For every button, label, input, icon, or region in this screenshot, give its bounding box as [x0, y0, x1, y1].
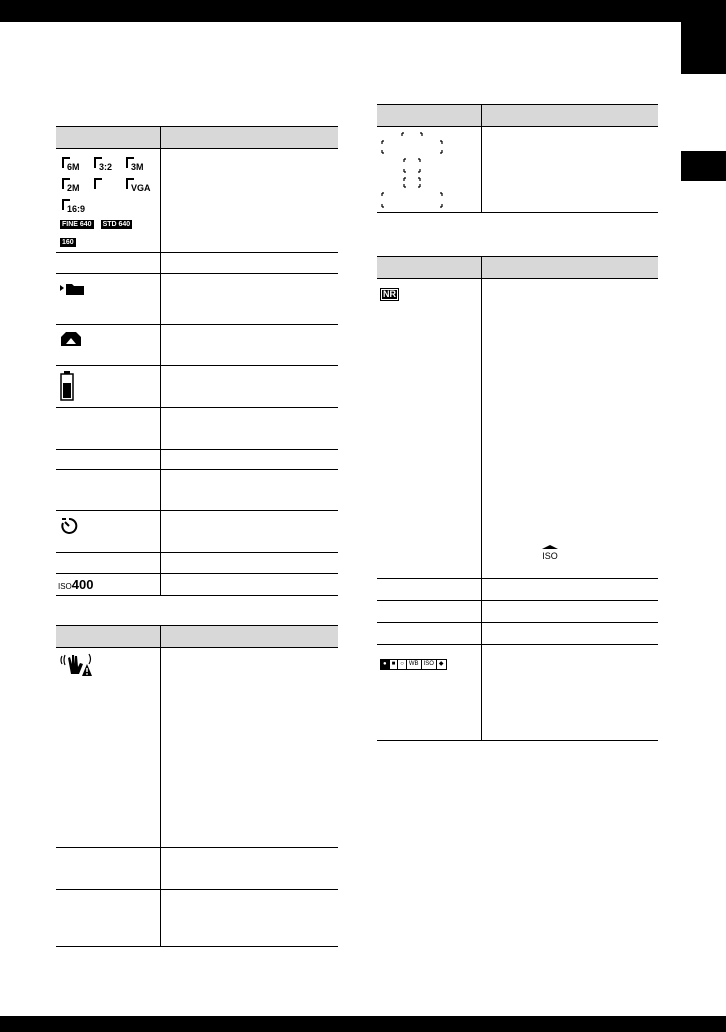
iso-indicator-icon: [539, 543, 561, 561]
description-cell: [160, 574, 338, 596]
indicator-cell: [56, 470, 160, 511]
focus-icon: ○: [398, 660, 407, 669]
table-header-cell: [481, 257, 658, 279]
display-indicator-table-4: [377, 256, 658, 741]
quality-160-icon: 160: [62, 239, 74, 247]
metering-icon: ◆: [438, 661, 444, 667]
display-indicator-table-3: [377, 104, 658, 213]
display-indicator-table-1: [56, 126, 338, 596]
indicator-cell: [377, 127, 481, 213]
description-cell: [481, 579, 658, 601]
af-range-finder-frame-icon: [381, 131, 447, 211]
description-cell: [160, 470, 338, 511]
image-size-3m-icon: 3M: [124, 157, 148, 171]
table-header-cell: [377, 257, 481, 279]
indicator-cell: [56, 574, 160, 596]
description-cell: [481, 623, 658, 645]
indicator-cell: [56, 274, 160, 325]
bottom-bar: [0, 1016, 726, 1032]
description-cell: [481, 279, 658, 579]
recording-folder-icon: [60, 282, 86, 296]
top-bar: [0, 0, 726, 22]
indicator-cell: [56, 553, 160, 574]
quality-standard-icon: STD 640: [102, 221, 131, 229]
iso-menu-icon: ISO: [422, 660, 437, 669]
description-cell: [481, 645, 658, 741]
white-balance-icon: WB: [407, 660, 422, 669]
display-indicator-table-2: [56, 625, 338, 947]
table-header-cell: [160, 626, 338, 648]
image-size-2m-icon: 2M: [60, 178, 84, 192]
indicator-cell: [56, 648, 160, 848]
indicator-cell: [56, 253, 160, 274]
indicator-cell: [56, 408, 160, 450]
indicator-cell: [377, 623, 481, 645]
description-cell: [160, 890, 338, 947]
indicator-cell: [377, 601, 481, 623]
camera-shake-warning-icon: [60, 652, 94, 678]
table-header-cell: [377, 105, 481, 127]
indicator-cell: [56, 450, 160, 470]
description-cell: [160, 450, 338, 470]
iso-400-icon: ISO400: [58, 577, 94, 592]
indicator-cell: [377, 279, 481, 579]
image-size-vga-icon: VGA: [124, 178, 148, 192]
indicator-cell: [56, 848, 160, 890]
noise-reduction-icon: NR: [380, 288, 399, 301]
table-header-cell: [56, 127, 160, 149]
indicator-cell: [56, 511, 160, 553]
image-size-16-9-icon: 16:9: [60, 199, 84, 213]
indicator-cell: [56, 890, 160, 947]
image-size-icons-cell: [56, 149, 160, 253]
svg-text:ISO: ISO: [541, 551, 558, 561]
description-cell: [160, 253, 338, 274]
table-header-cell: [160, 127, 338, 149]
internal-memory-icon: [60, 331, 82, 347]
image-size-1m-icon: [92, 178, 116, 192]
description-cell: [481, 601, 658, 623]
description-cell: [160, 848, 338, 890]
menu-mode-strip: [380, 659, 447, 670]
description-cell: [481, 127, 658, 213]
description-cell: [160, 149, 338, 253]
description-cell: [160, 408, 338, 450]
indicator-cell: [56, 366, 160, 408]
image-size-6m-icon: 6M: [60, 157, 84, 171]
self-timer-icon: [60, 517, 78, 535]
description-cell: [160, 648, 338, 848]
indicator-cell: [377, 645, 481, 741]
description-cell: [160, 325, 338, 366]
indicator-cell: [56, 325, 160, 366]
quality-fine-icon: FINE 640: [62, 221, 92, 229]
description-cell: [160, 553, 338, 574]
table-header-cell: [481, 105, 658, 127]
table-header-cell: [56, 626, 160, 648]
description-cell: [160, 274, 338, 325]
indicator-cell: [377, 579, 481, 601]
exposure-icon: ■: [390, 660, 399, 669]
description-cell: [160, 511, 338, 553]
image-size-3-2-icon: 3:2: [92, 157, 116, 171]
side-tab-lower: [681, 151, 726, 181]
camera-mode-icon: ●: [381, 660, 390, 669]
side-tab-upper: [681, 22, 726, 74]
battery-icon: [60, 371, 74, 401]
description-cell: [160, 366, 338, 408]
